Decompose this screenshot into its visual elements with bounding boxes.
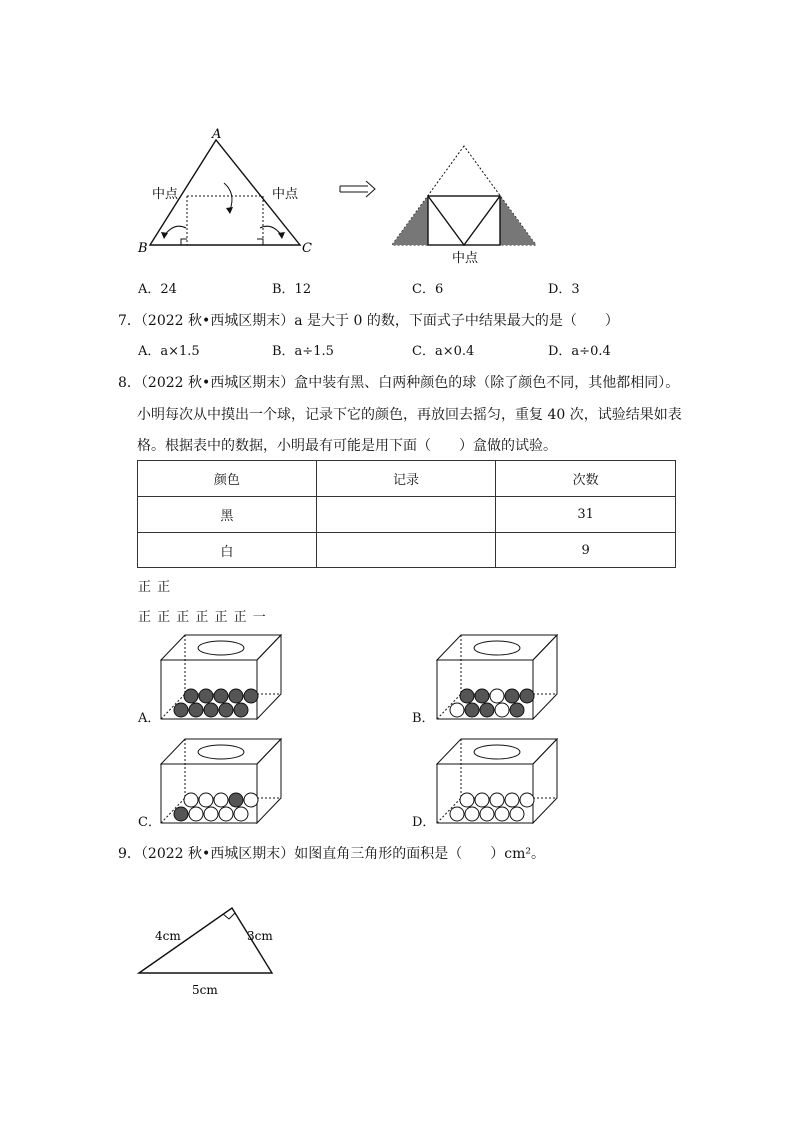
q7-option-d[interactable]: D．a÷0.4 (548, 344, 611, 359)
side-left-label: 4cm (155, 929, 181, 943)
table-cell-record (316, 533, 496, 568)
vertex-b-label: B (138, 241, 148, 256)
q6-option-a[interactable]: A．24 (138, 282, 177, 297)
vertex-a-label: A (212, 128, 222, 142)
box-a[interactable] (160, 634, 282, 720)
q9-stem: 9．（2022 秋•西城区期末）如图直角三角形的面积是（ ）cm²。 (118, 846, 545, 862)
table-cell-count: 31 (496, 497, 676, 533)
q8-stem-line2: 小明每次从中摸出一个球，记录下它的颜色，再放回去摇匀，重复 40 次，试验结果如表 (137, 407, 682, 423)
balls-row-front (450, 703, 524, 717)
table-header-count: 次数 (496, 461, 676, 497)
table-cell-color: 黑 (138, 497, 317, 533)
vertex-c-label: C (302, 241, 312, 256)
q6-figure (130, 128, 550, 268)
q6-option-b[interactable]: B．12 (272, 282, 312, 297)
balls-row-back (460, 689, 534, 703)
table-cell-record (316, 497, 496, 533)
box-c[interactable] (160, 738, 282, 824)
q6-option-c[interactable]: C．6 (412, 282, 444, 297)
fold-arrow-left-icon (164, 226, 186, 236)
folded-rectangle (428, 196, 500, 245)
table-cell-count: 9 (496, 533, 676, 568)
fold-arrow-left-head-icon (161, 232, 168, 239)
box-option-c-label[interactable]: C． (138, 815, 161, 830)
box-b[interactable] (436, 634, 558, 720)
box-option-d-label[interactable]: D． (412, 815, 436, 830)
shaded-right-triangle (500, 196, 536, 245)
double-arrow-right-icon (340, 181, 375, 197)
table-header-record: 记录 (316, 461, 496, 497)
q9-right-triangle (130, 900, 300, 1000)
side-bottom-label: 5cm (192, 983, 218, 997)
side-right-label: 3cm (247, 929, 273, 943)
balls-row-front (450, 807, 524, 821)
balls-row-back (184, 689, 258, 703)
tally-white: 正 正 (138, 580, 172, 595)
right-angle-mark (223, 913, 235, 919)
midpoint-bottom-label: 中点 (452, 251, 479, 266)
fold-arrow-right-icon (260, 226, 282, 236)
q8-record-table (137, 460, 676, 568)
q7-option-c[interactable]: C．a×0.4 (412, 344, 475, 359)
fold-arrow-right-head-icon (278, 232, 285, 239)
midpoint-right-label: 中点 (272, 187, 299, 202)
q8-stem-line3: 格。根据表中的数据，小明最有可能是用下面（ ）盒做的试验。 (137, 438, 557, 454)
midpoint-left-label: 中点 (152, 187, 179, 202)
box-option-b-label[interactable]: B． (412, 711, 435, 726)
table-row (138, 533, 676, 568)
tally-black: 正 正 正 正 正 正 一 (138, 610, 267, 625)
right-angle-mark-left (181, 239, 187, 245)
right-angle-mark-right (257, 239, 263, 245)
box-option-a-label[interactable]: A． (138, 711, 161, 726)
box-d[interactable] (436, 738, 558, 824)
table-header-row (138, 461, 676, 497)
q7-option-b[interactable]: B．a÷1.5 (272, 344, 334, 359)
q6-option-d[interactable]: D．3 (548, 282, 580, 297)
balls-row-front (174, 703, 248, 717)
q7-stem: 7．（2022 秋•西城区期末）a 是大于 0 的数，下面式子中结果最大的是（ ） (118, 313, 619, 329)
q8-stem-line1: 8．（2022 秋•西城区期末）盒中装有黑、白两种颜色的球（除了颜色不同，其他都相同）。 (118, 375, 680, 391)
balls-row-back (184, 793, 258, 807)
fold-arrow-top-head-icon (226, 207, 233, 214)
table-row (138, 497, 676, 533)
table-header-color: 颜色 (138, 461, 317, 497)
q7-option-a[interactable]: A．a×1.5 (138, 344, 200, 359)
table-cell-color: 白 (138, 533, 317, 568)
balls-row-back (460, 793, 534, 807)
balls-row-front (174, 807, 248, 821)
